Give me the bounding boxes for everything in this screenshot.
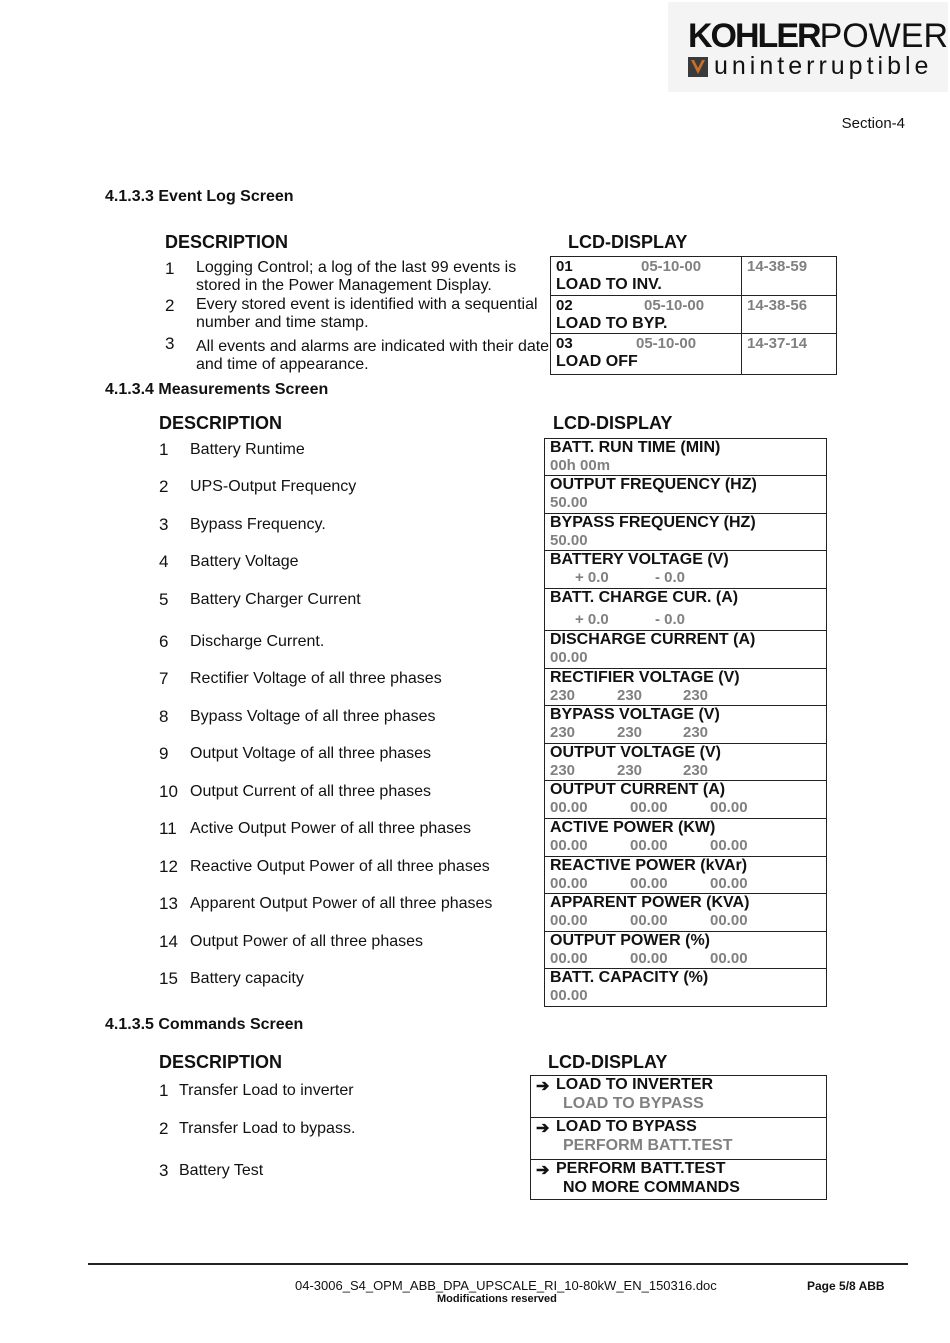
- measurement-desc-text: Reactive Output Power of all three phases: [190, 858, 490, 875]
- lcd-measurement-value: - 0.0: [655, 611, 686, 628]
- lcd-measurement-cell: [545, 550, 826, 588]
- command-desc-text: Battery Test: [179, 1162, 264, 1179]
- commands-heading: 4.1.3.5 Commands Screen: [105, 1016, 304, 1033]
- measurement-desc-num: 15: [159, 969, 178, 988]
- lcd-command-next: LOAD TO BYPASS: [563, 1095, 704, 1112]
- measurement-desc-num: 7: [159, 669, 169, 688]
- lcd-measurement-value: 230: [550, 724, 576, 741]
- lcd-measurement-value: 230: [617, 724, 643, 741]
- lcd-measurement-value: 50.00: [550, 532, 588, 549]
- lcd-measurement-value: 230: [550, 762, 576, 779]
- lcd-measurement-title: BYPASS VOLTAGE (V): [550, 706, 720, 723]
- lcd-measurement-title: OUTPUT CURRENT (A): [550, 781, 726, 798]
- measurement-desc-num: 3: [159, 515, 169, 534]
- footer-page-number: Page 5/8 ABB: [807, 1279, 885, 1293]
- measurement-desc-num: 6: [159, 632, 169, 651]
- measurement-desc-text: Battery Voltage: [190, 553, 299, 570]
- lcd-measurement-cell: [545, 818, 826, 856]
- event-number: 03: [556, 335, 573, 352]
- event-log-lcd-head: LCD-DISPLAY: [568, 232, 688, 252]
- lcd-measurement-value: 00.00: [710, 950, 748, 967]
- event-text: LOAD TO BYP.: [556, 315, 668, 332]
- event-desc-num: 1: [165, 259, 175, 278]
- event-desc-text: Logging Control; a log of the last 99 events is stored in the Power Management Display.: [196, 259, 517, 294]
- event-text: LOAD TO INV.: [556, 276, 662, 293]
- lcd-measurement-title: BATT. CHARGE CUR. (A): [550, 589, 739, 606]
- lcd-measurement-value: 00.00: [550, 912, 588, 929]
- lcd-measurement-value: 00.00: [710, 837, 748, 854]
- lcd-command-next: NO MORE COMMANDS: [563, 1179, 740, 1196]
- event-date: 05-10-00: [636, 335, 697, 352]
- commands-description-head: DESCRIPTION: [159, 1052, 283, 1072]
- event-row: [551, 257, 836, 295]
- measurement-desc-num: 14: [159, 932, 178, 951]
- lcd-measurement-cell: [545, 743, 826, 780]
- footer-modifications: Modifications reserved: [437, 1293, 557, 1305]
- logo-wordmark: KOHLERPOWER: [688, 17, 949, 55]
- lcd-command-cell[interactable]: [531, 1117, 826, 1159]
- lcd-measurement-cell: [545, 630, 826, 668]
- lcd-command-selected: LOAD TO INVERTER: [556, 1076, 714, 1093]
- lcd-measurement-title: OUTPUT FREQUENCY (HZ): [550, 476, 757, 493]
- measurement-desc-num: 12: [159, 857, 178, 876]
- event-time: 14-37-14: [747, 335, 808, 352]
- lcd-measurement-value: 230: [617, 762, 643, 779]
- lcd-measurement-title: APPARENT POWER (KVA): [550, 894, 750, 911]
- lcd-measurement-title: REACTIVE POWER (kVAr): [550, 857, 748, 874]
- lcd-measurement-title: BATTERY VOLTAGE (V): [550, 551, 729, 568]
- arrow-right-icon: ➔: [536, 1120, 550, 1137]
- measurement-desc-num: 4: [159, 552, 169, 571]
- measurement-desc-text: Apparent Output Power of all three phases: [190, 895, 493, 912]
- lcd-measurement-cell: [545, 513, 826, 550]
- event-desc-num: 2: [165, 296, 175, 315]
- lcd-measurement-cell: [545, 780, 826, 818]
- measurement-desc-num: 10: [159, 782, 178, 801]
- lcd-command-cell[interactable]: [531, 1159, 826, 1199]
- event-number: 01: [556, 258, 573, 275]
- arrow-right-icon: ➔: [536, 1162, 550, 1179]
- measurement-desc-num: 13: [159, 894, 178, 913]
- lcd-measurement-cell: [545, 705, 826, 743]
- lcd-measurement-cell: [545, 856, 826, 893]
- lcd-measurement-cell: [545, 668, 826, 705]
- lcd-measurement-value: 00.00: [710, 875, 748, 892]
- event-log-heading: 4.1.3.3 Event Log Screen: [105, 188, 294, 205]
- lcd-measurement-value: 00.00: [710, 912, 748, 929]
- lcd-measurement-value: 00.00: [630, 837, 668, 854]
- measurement-desc-text: UPS-Output Frequency: [190, 478, 357, 495]
- lcd-measurement-title: OUTPUT POWER (%): [550, 932, 710, 949]
- lcd-measurement-value: 00.00: [550, 950, 588, 967]
- lcd-command-next: PERFORM BATT.TEST: [563, 1137, 733, 1154]
- command-desc-text: Transfer Load to inverter: [179, 1082, 354, 1099]
- lcd-measurement-title: RECTIFIER VOLTAGE (V): [550, 669, 740, 686]
- measurements-description-head: DESCRIPTION: [159, 413, 283, 433]
- lcd-command-cell[interactable]: [531, 1075, 826, 1117]
- lcd-measurement-value: 00.00: [550, 837, 588, 854]
- lcd-measurement-value: + 0.0: [575, 611, 609, 628]
- event-log-description-head: DESCRIPTION: [165, 232, 289, 252]
- logo-tagline: uninterruptible: [688, 52, 932, 81]
- event-desc-text: All events and alarms are indicated with their date and time of appearance.: [196, 338, 550, 373]
- lcd-measurement-value: 230: [683, 762, 709, 779]
- footer-document-name: 04-3006_S4_OPM_ABB_DPA_UPSCALE_RI_10-80kW_EN_150316.doc: [295, 1278, 717, 1293]
- arrow-right-icon: ➔: [536, 1078, 550, 1095]
- lcd-measurement-value: 230: [683, 687, 709, 704]
- measurement-desc-text: Output Power of all three phases: [190, 933, 424, 950]
- measurement-desc-num: 5: [159, 590, 169, 609]
- lcd-measurement-cell: [545, 968, 826, 1006]
- lcd-measurement-value: 00.00: [630, 799, 668, 816]
- lcd-measurement-value: 50.00: [550, 494, 588, 511]
- lcd-measurement-value: 00.00: [630, 950, 668, 967]
- kohler-power-logo: [668, 2, 948, 92]
- command-desc-num: 2: [159, 1119, 169, 1138]
- measurement-desc-text: Active Output Power of all three phases: [190, 820, 472, 837]
- event-text: LOAD OFF: [556, 353, 638, 370]
- lcd-measurement-cell: [545, 931, 826, 968]
- lcd-measurement-value: 00.00: [550, 987, 588, 1004]
- command-desc-text: Transfer Load to bypass.: [179, 1120, 356, 1137]
- measurements-lcd-table: [544, 438, 827, 1007]
- event-desc-num: 3: [165, 334, 175, 353]
- measurement-desc-text: Battery Runtime: [190, 441, 305, 458]
- event-row: [551, 333, 836, 374]
- command-desc-num: 3: [159, 1161, 169, 1180]
- measurement-desc-text: Bypass Voltage of all three phases: [190, 708, 436, 725]
- lcd-measurement-cell: [545, 475, 826, 513]
- measurement-desc-text: Battery Charger Current: [190, 591, 361, 608]
- measurement-desc-num: 2: [159, 477, 169, 496]
- command-desc-num: 1: [159, 1081, 169, 1100]
- lcd-measurement-title: BYPASS FREQUENCY (HZ): [550, 514, 756, 531]
- event-log-lcd-table: [550, 256, 837, 375]
- event-date: 05-10-00: [644, 297, 705, 314]
- event-time: 14-38-59: [747, 258, 808, 275]
- lcd-measurement-value: + 0.0: [575, 569, 609, 586]
- commands-lcd-head: LCD-DISPLAY: [548, 1052, 668, 1072]
- measurement-desc-text: Bypass Frequency.: [190, 516, 326, 533]
- measurements-lcd-head: LCD-DISPLAY: [553, 413, 673, 433]
- lcd-measurement-value: - 0.0: [655, 569, 686, 586]
- lcd-measurement-cell: [545, 893, 826, 931]
- event-date: 05-10-00: [641, 258, 702, 275]
- event-number: 02: [556, 297, 573, 314]
- lcd-measurement-value: 00.00: [550, 649, 588, 666]
- event-desc-text: Every stored event is identified with a sequential number and time stamp.: [196, 296, 538, 331]
- section-label: Section-4: [841, 115, 905, 132]
- measurement-desc-text: Output Voltage of all three phases: [190, 745, 432, 762]
- lcd-command-selected: LOAD TO BYPASS: [556, 1118, 697, 1135]
- event-row: [551, 295, 836, 333]
- measurements-heading: 4.1.3.4 Measurements Screen: [105, 381, 329, 398]
- lcd-measurement-title: BATT. RUN TIME (MIN): [550, 439, 721, 456]
- measurement-desc-text: Output Current of all three phases: [190, 783, 432, 800]
- lcd-measurement-value: 00h 00m: [550, 457, 611, 474]
- measurement-desc-text: Discharge Current.: [190, 633, 325, 650]
- lcd-measurement-cell: [545, 438, 826, 475]
- lcd-measurement-title: BATT. CAPACITY (%): [550, 969, 709, 986]
- lcd-measurement-value: 00.00: [630, 912, 668, 929]
- lcd-measurement-value: 230: [617, 687, 643, 704]
- lcd-measurement-value: 00.00: [630, 875, 668, 892]
- lcd-measurement-title: DISCHARGE CURRENT (A): [550, 631, 756, 648]
- lcd-measurement-title: OUTPUT VOLTAGE (V): [550, 744, 721, 761]
- lcd-measurement-title: ACTIVE POWER (KW): [550, 819, 716, 836]
- measurement-desc-num: 1: [159, 440, 169, 459]
- measurement-desc-text: Battery capacity: [190, 970, 304, 987]
- lcd-measurement-value: 00.00: [710, 799, 748, 816]
- event-time: 14-38-56: [747, 297, 808, 314]
- measurement-desc-num: 9: [159, 744, 169, 763]
- measurement-desc-num: 8: [159, 707, 169, 726]
- measurement-desc-num: 11: [159, 819, 177, 838]
- commands-lcd-table: [530, 1075, 827, 1200]
- lcd-measurement-value: 00.00: [550, 875, 588, 892]
- footer-divider: [88, 1263, 908, 1265]
- lcd-measurement-value: 230: [683, 724, 709, 741]
- lcd-command-selected: PERFORM BATT.TEST: [556, 1160, 726, 1177]
- logo-flame-icon: [688, 57, 708, 77]
- lcd-measurement-cell: [545, 588, 826, 630]
- measurement-desc-text: Rectifier Voltage of all three phases: [190, 670, 442, 687]
- lcd-measurement-value: 230: [550, 687, 576, 704]
- lcd-measurement-value: 00.00: [550, 799, 588, 816]
